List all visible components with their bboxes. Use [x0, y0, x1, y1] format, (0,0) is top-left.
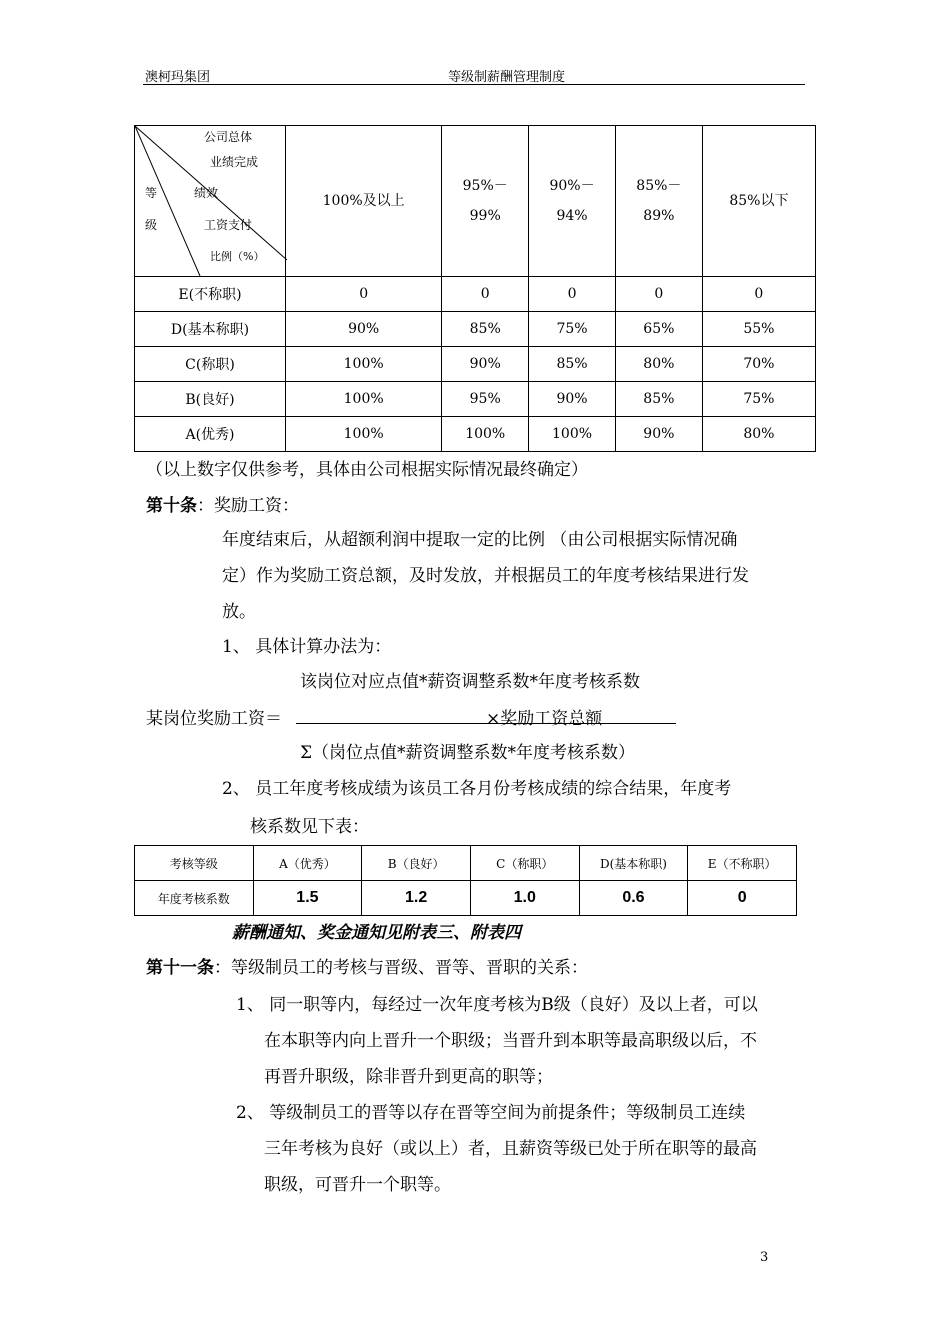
table-row — [135, 312, 816, 347]
table-cell: 95% — [442, 382, 529, 417]
diag-label-top1: 公司总体 — [204, 130, 253, 144]
diag-label-grade2: 级 — [145, 218, 158, 232]
table-row — [135, 347, 816, 382]
article-10-item-2-cont: 核系数见下表： — [250, 817, 369, 837]
row-label: D(基本称职) — [135, 312, 286, 347]
table-cell: 100% — [529, 417, 616, 452]
header-company: 澳柯玛集团 — [145, 70, 211, 85]
table-cell: 90% — [442, 347, 529, 382]
formula-denominator: Σ（岗位点值*薪资调整系数*年度考核系数） — [300, 743, 636, 763]
article-10-item-1: 1、 具体计算办法为： — [222, 637, 392, 657]
table-cell: 80% — [615, 347, 702, 382]
table-row — [135, 417, 816, 452]
row-label: C(称职) — [135, 347, 286, 382]
row-label: 年度考核系数 — [135, 881, 254, 916]
diag-label-grade1: 等 — [145, 186, 158, 200]
table-header-cell: A（优秀） — [253, 846, 362, 881]
article-10-para-line: 放。 — [222, 602, 256, 622]
table-header-row — [135, 846, 797, 881]
article-11-number: 第十一条 — [146, 958, 214, 978]
article-10-item-2: 2、 员工年度考核成绩为该员工各月份考核成绩的综合结果，年度考 — [222, 779, 732, 799]
table-header-cell: 考核等级 — [135, 846, 254, 881]
notice-text: 薪酬通知、奖金通知见附表三、附表四 — [232, 923, 521, 943]
table-cell: 0 — [702, 277, 815, 312]
table-cell: 0.6 — [579, 881, 688, 916]
header-divider — [143, 84, 805, 85]
table-row — [135, 277, 816, 312]
table-header-cell: D(基本称职) — [579, 846, 688, 881]
article-11-item-2: 2、 等级制员工的晋等以存在晋等空间为前提条件；等级制员工连续 — [236, 1103, 746, 1123]
header-title: 等级制薪酬管理制度 — [448, 70, 566, 85]
formula-rhs: ×奖励工资总额 — [486, 709, 603, 729]
row-label: E(不称职) — [135, 277, 286, 312]
table-cell: 0 — [286, 277, 442, 312]
table-header-row — [135, 126, 816, 277]
article-10-para-line: 定）作为奖励工资总额，及时发放，并根据员工的年度考核结果进行发 — [222, 566, 749, 586]
row-label: A(优秀) — [135, 417, 286, 452]
table-cell: 90% — [286, 312, 442, 347]
article-10-number: 第十条 — [146, 496, 197, 516]
annual-coefficient-table — [134, 845, 797, 916]
formula-numerator: 该岗位对应点值*薪资调整系数*年度考核系数 — [300, 672, 640, 692]
formula-lhs: 某岗位奖励工资＝ — [146, 709, 282, 729]
diagonal-header-cell — [135, 126, 286, 277]
article-10-para-line: 年度结束后，从超额利润中提取一定的比例 （由公司根据实际情况确 — [222, 530, 738, 550]
table-cell: 1.5 — [253, 881, 362, 916]
article-11-item-1-cont: 在本职等内向上晋升一个职级；当晋升到本职等最高职级以后，不 — [264, 1031, 757, 1051]
article-11-title: ：等级制员工的考核与晋级、晋等、晋职的关系： — [214, 958, 588, 978]
table-header-cell: E（不称职） — [688, 846, 797, 881]
table-cell: 85% — [615, 382, 702, 417]
table-cell: 0 — [442, 277, 529, 312]
article-10-title: ：奖励工资： — [197, 496, 299, 516]
table-cell: 75% — [529, 312, 616, 347]
table-cell: 100% — [286, 382, 442, 417]
table-cell: 100% — [286, 417, 442, 452]
table-header-cell: C（称职） — [470, 846, 579, 881]
diag-label-top2: 业绩完成 — [210, 155, 259, 169]
column-header: 90%－ 94% — [529, 126, 616, 277]
table-cell: 1.0 — [470, 881, 579, 916]
article-10-heading — [146, 491, 299, 516]
column-header: 100%及以上 — [286, 126, 442, 277]
article-11-item-1: 1、 同一职等内，每经过一次年度考核为B级（良好）及以上者，可以 — [236, 995, 758, 1015]
table-cell: 85% — [442, 312, 529, 347]
table-cell: 90% — [529, 382, 616, 417]
table-cell: 1.2 — [362, 881, 471, 916]
diag-label-pct: 比例（%） — [210, 250, 265, 263]
page-number: 3 — [760, 1250, 769, 1265]
formula-fraction-line — [296, 723, 676, 724]
table-row — [135, 881, 797, 916]
diag-label-mid: 绩效 — [194, 186, 219, 200]
column-header: 95%－ 99% — [442, 126, 529, 277]
table-cell: 0 — [688, 881, 797, 916]
table-header-cell: B（良好） — [362, 846, 471, 881]
table-cell: 65% — [615, 312, 702, 347]
table-cell: 85% — [529, 347, 616, 382]
table-cell: 80% — [702, 417, 815, 452]
diag-label-pay: 工资支付 — [204, 218, 253, 232]
pay-ratio-table — [134, 125, 816, 452]
table-cell: 55% — [702, 312, 815, 347]
table-cell: 100% — [442, 417, 529, 452]
table-cell: 0 — [529, 277, 616, 312]
table-row — [135, 382, 816, 417]
column-header: 85%－ 89% — [615, 126, 702, 277]
table-cell: 100% — [286, 347, 442, 382]
article-11-item-2-cont: 三年考核为良好（或以上）者，且薪资等级已处于所在职等的最高 — [264, 1139, 757, 1159]
column-header: 85%以下 — [702, 126, 815, 277]
table-cell: 70% — [702, 347, 815, 382]
article-11-item-1-cont: 再晋升职级，除非晋升到更高的职等； — [264, 1067, 553, 1087]
article-11-item-2-cont: 职级，可晋升一个职等。 — [264, 1175, 451, 1195]
table-cell: 75% — [702, 382, 815, 417]
article-11-heading — [146, 953, 588, 978]
table-note: （以上数字仅供参考，具体由公司根据实际情况最终确定） — [146, 460, 588, 480]
row-label: B(良好) — [135, 382, 286, 417]
table-cell: 90% — [615, 417, 702, 452]
table-cell: 0 — [615, 277, 702, 312]
